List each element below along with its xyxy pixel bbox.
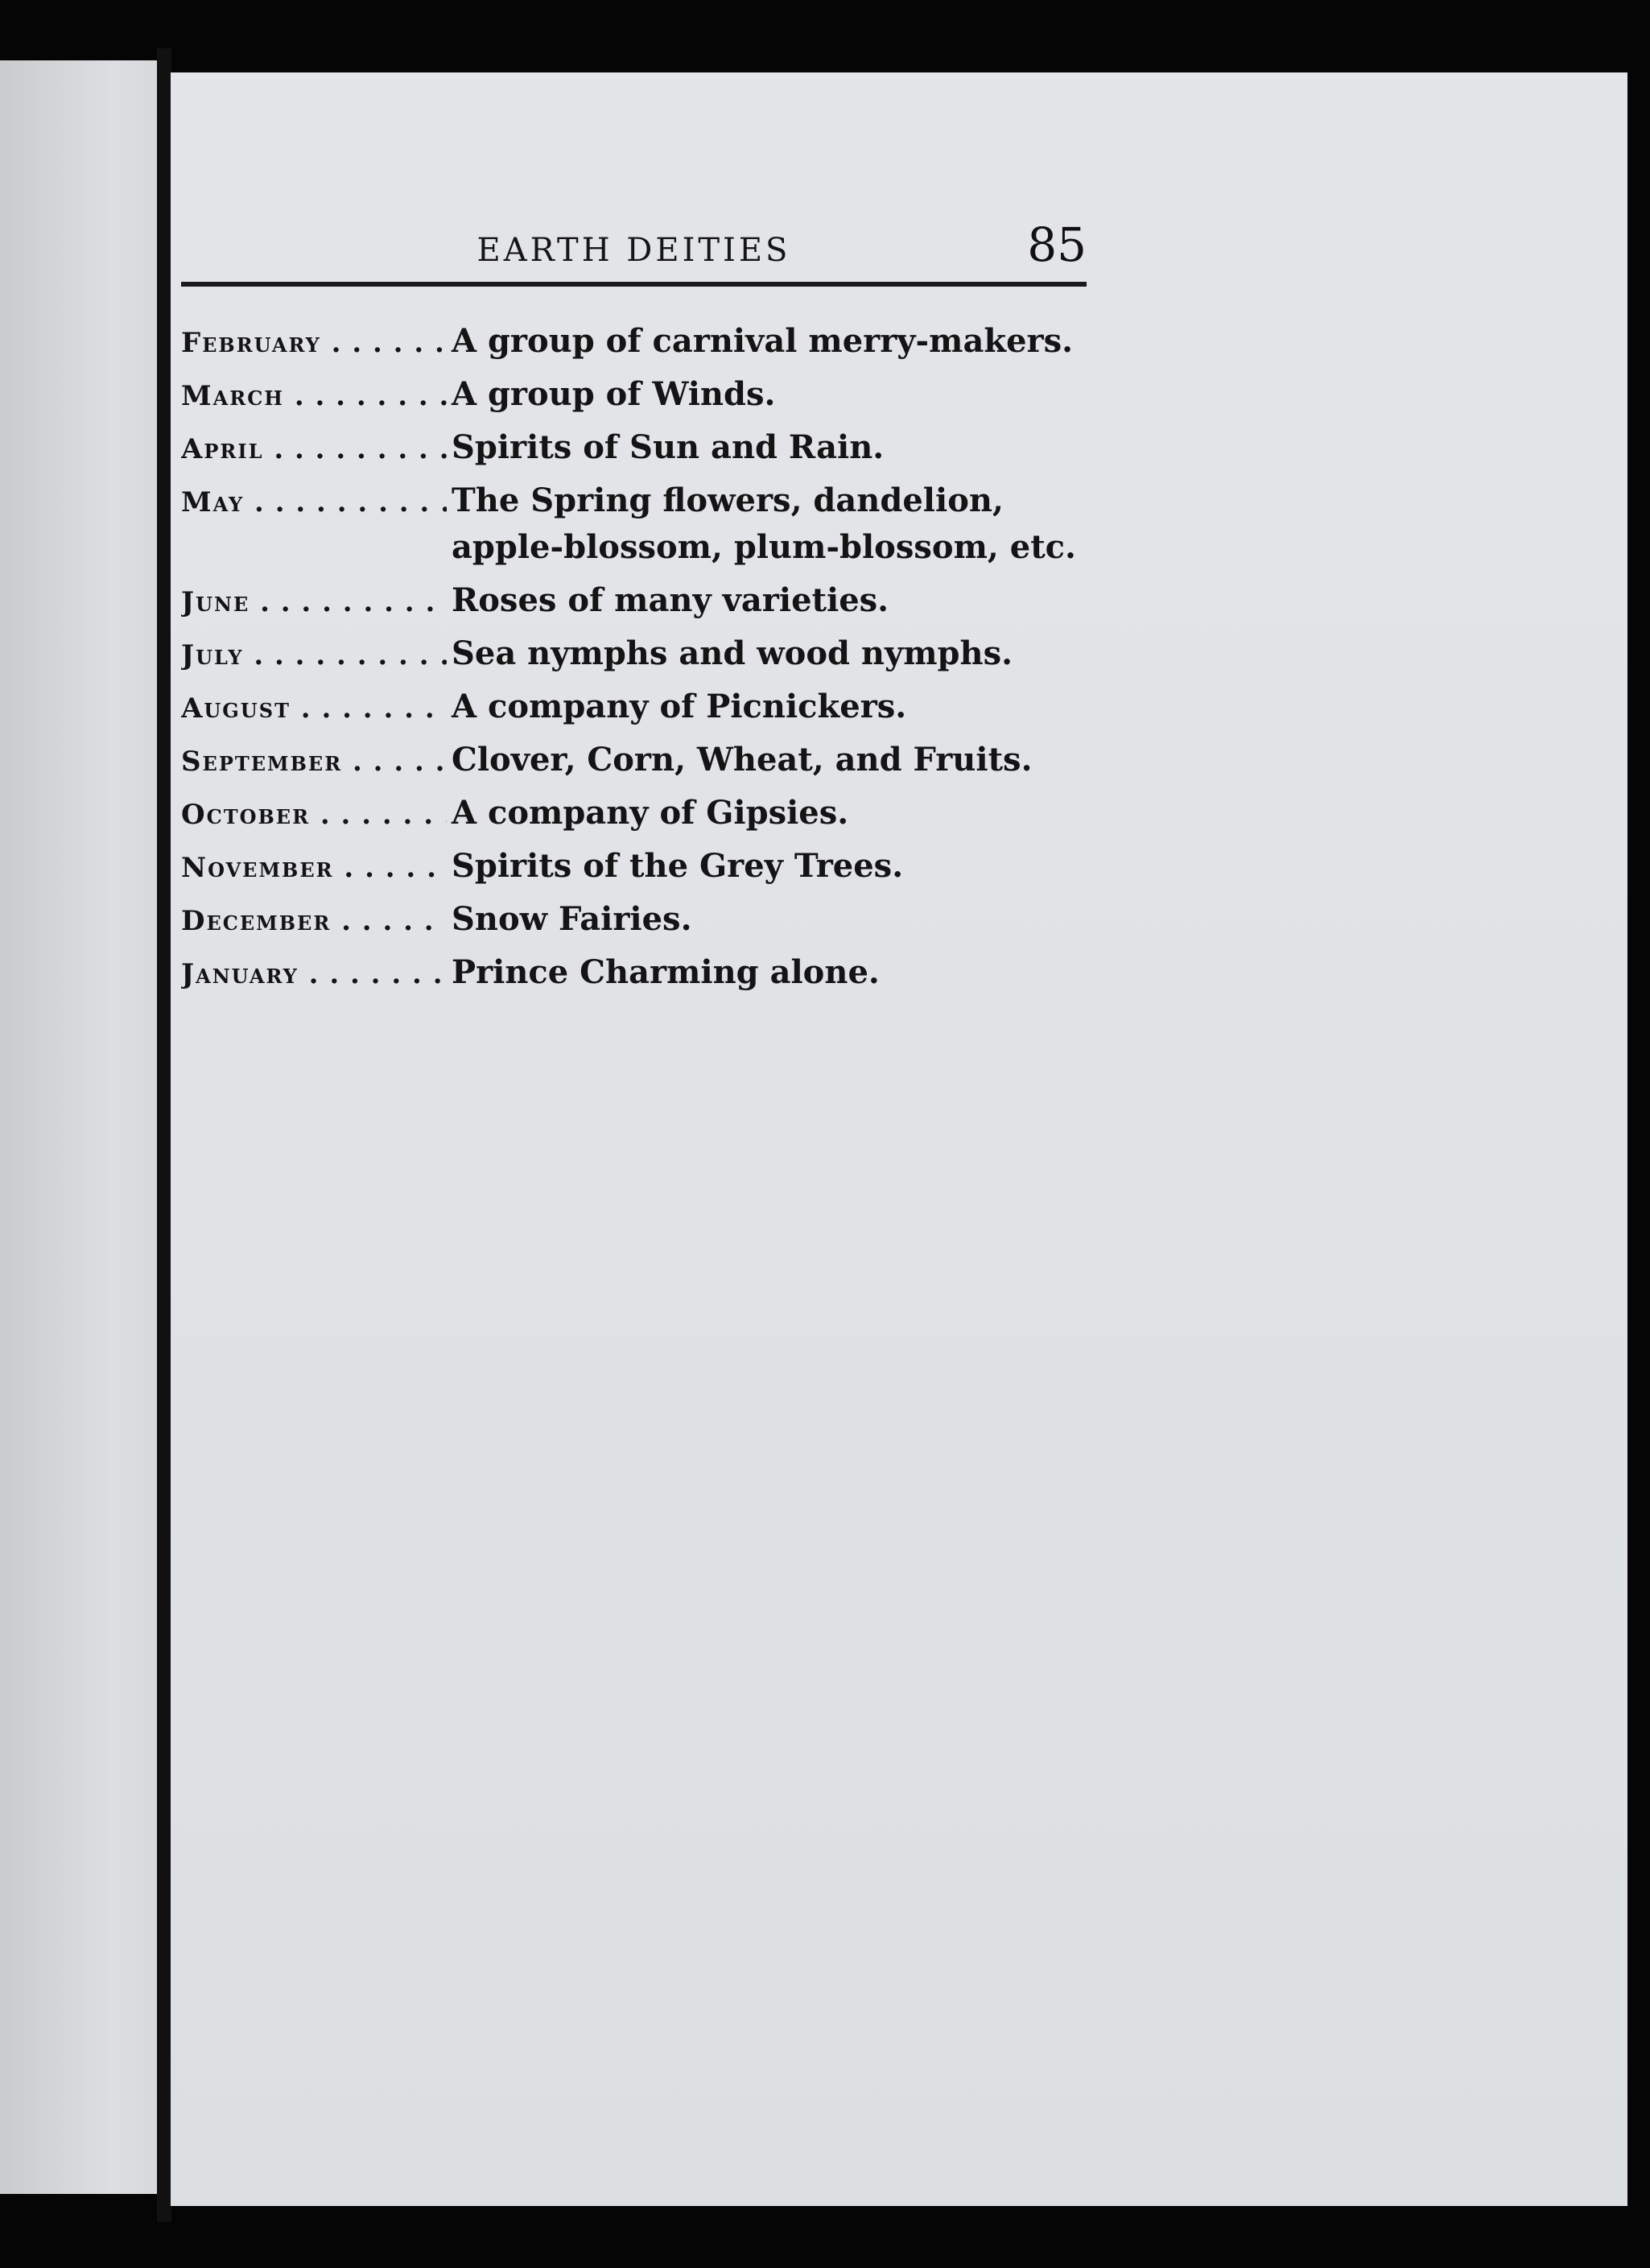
page-header [181, 161, 1087, 282]
list-item [181, 737, 1099, 783]
month-name: December . . . [181, 905, 447, 937]
month-name: March . . . [181, 380, 447, 412]
previous-page-edge [0, 60, 161, 2194]
month-description: Spirits of the Grey Trees. [452, 847, 904, 885]
month-name: January . . . [181, 958, 447, 990]
binding-gutter [157, 48, 171, 2222]
month-name: November . . . [181, 852, 447, 884]
month-description: Clover, Corn, Wheat, and Fruits. [452, 741, 1033, 779]
month-description: A group of Winds. [452, 375, 776, 413]
month-name: September . . . [181, 746, 447, 778]
month-description: Sea nymphs and wood nymphs. [452, 634, 1013, 672]
list-item [181, 684, 1099, 730]
month-description: A group of carnival merry-makers. [452, 322, 1074, 360]
list-item [181, 477, 1099, 571]
list-item [181, 630, 1099, 677]
month-name: June . . . [181, 586, 447, 618]
month-description: Prince Charming alone. [452, 953, 880, 991]
list-item [181, 896, 1099, 943]
list-item [181, 577, 1099, 624]
month-name: July . . . [181, 639, 447, 671]
month-description: The Spring flowers, dandelion, apple-blossom, plum-blossom, etc. [452, 481, 1076, 566]
month-name: February . . . [181, 327, 447, 359]
list-item [181, 424, 1099, 471]
list-item [181, 371, 1099, 418]
list-item [181, 318, 1099, 365]
list-item [181, 949, 1099, 996]
list-item [181, 843, 1099, 890]
month-description: Roses of many varieties. [452, 581, 889, 619]
month-name: May . . . [181, 486, 447, 518]
running-title: EARTH DEITIES [476, 232, 791, 269]
month-description: Snow Fairies. [452, 900, 692, 938]
month-name: August . . . [181, 692, 447, 725]
month-description: A company of Gipsies. [452, 794, 849, 832]
month-description: A company of Picnickers. [452, 688, 907, 725]
page-number: 85 [1027, 217, 1087, 272]
header-rule [181, 282, 1087, 287]
list-item [181, 790, 1099, 837]
month-description: Spirits of Sun and Rain. [452, 428, 885, 466]
month-name: October . . . [181, 799, 447, 831]
month-name: April . . . [181, 433, 447, 465]
month-list [181, 318, 1099, 1002]
